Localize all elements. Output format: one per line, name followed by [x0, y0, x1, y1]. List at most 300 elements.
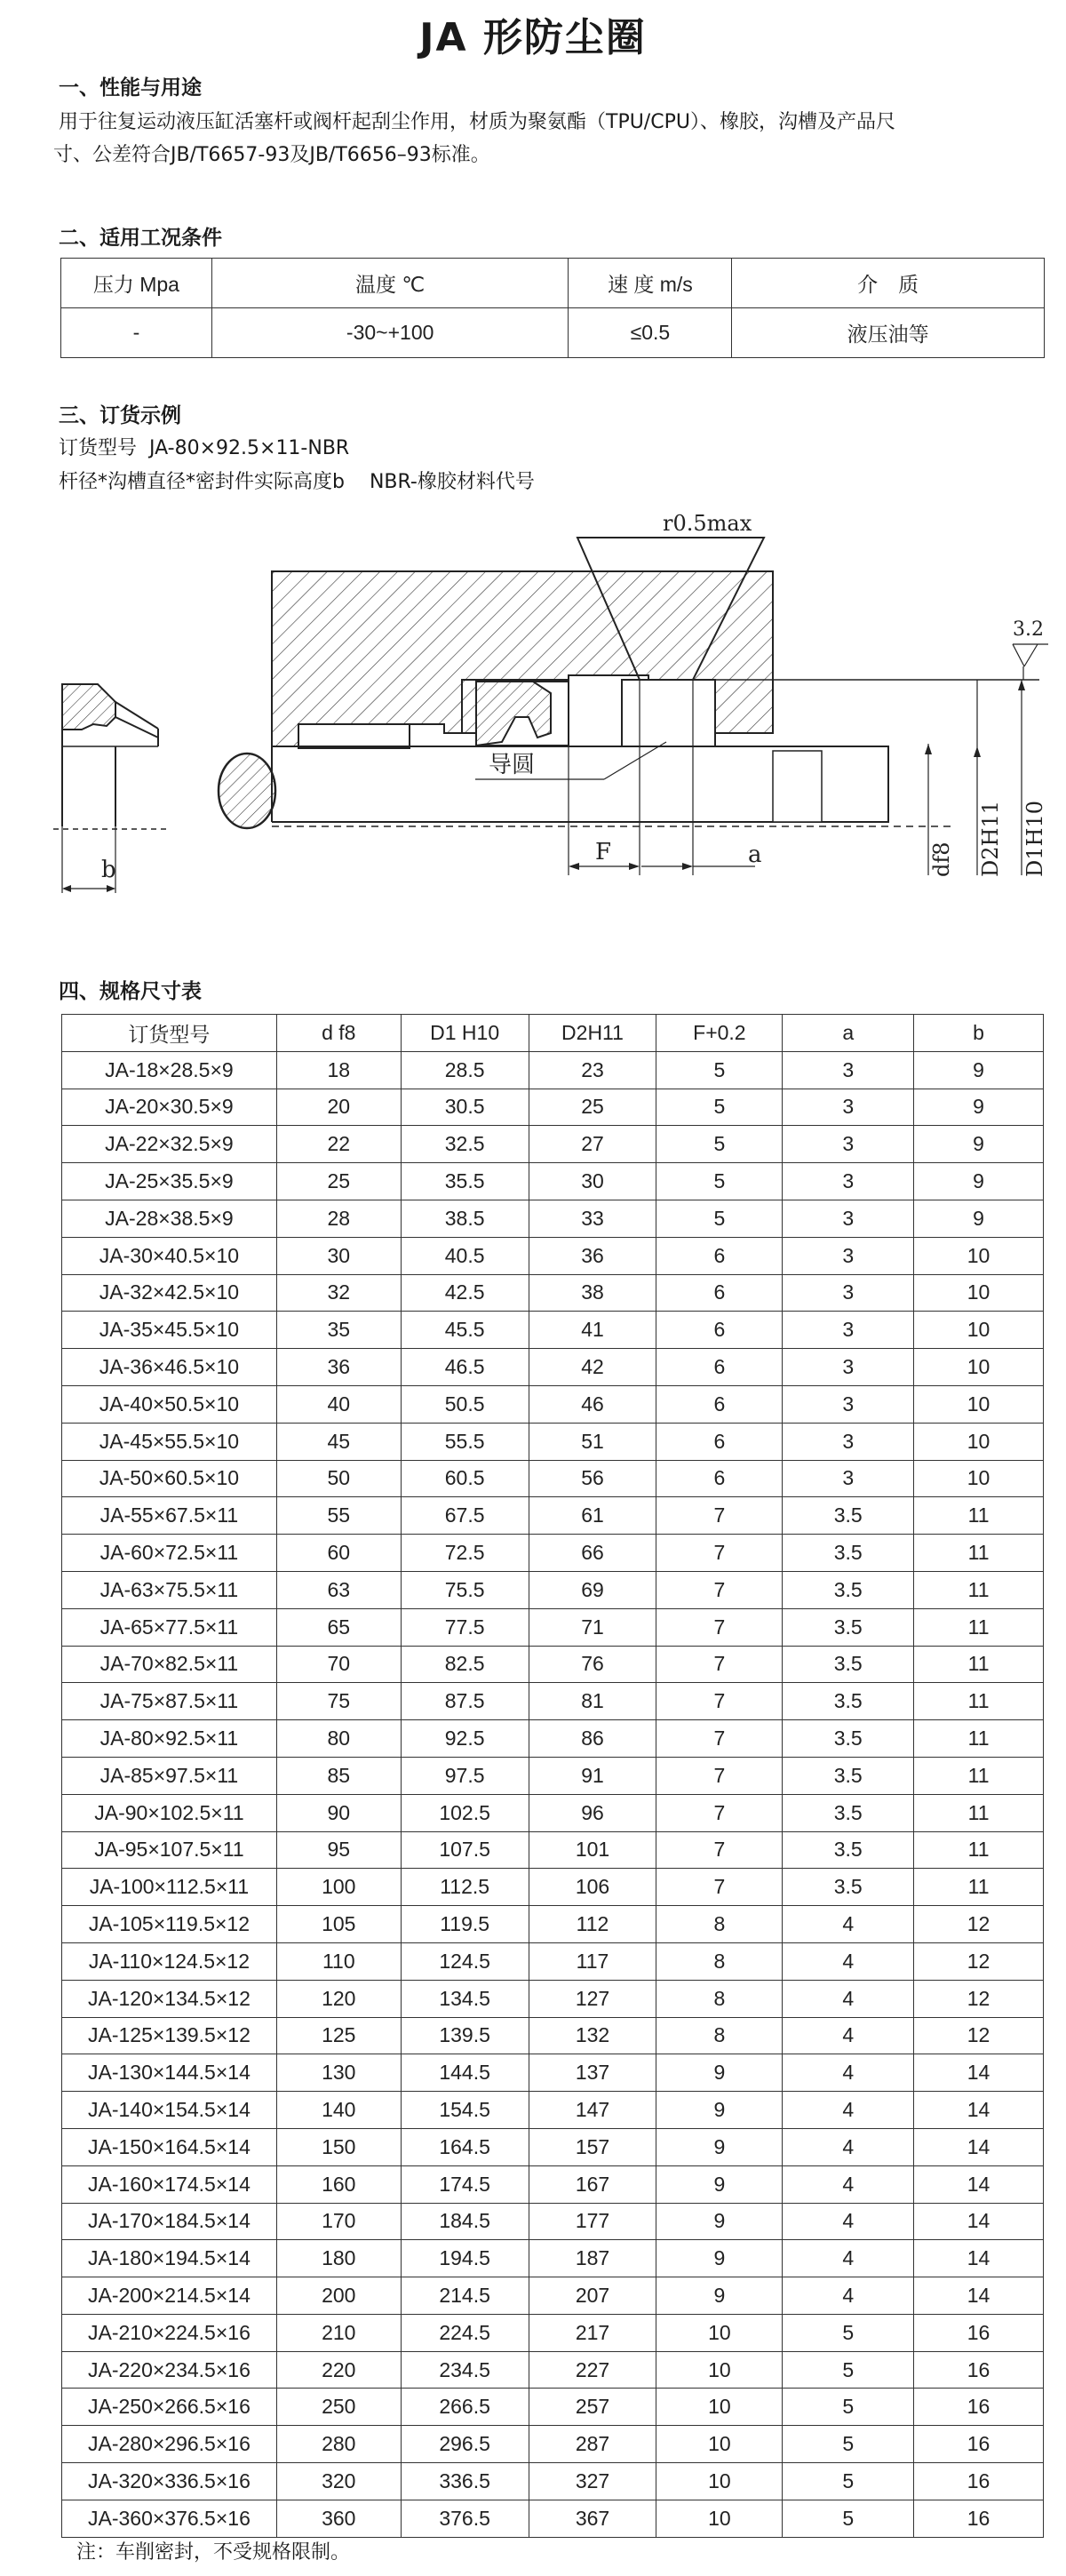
cell-d1-h10: 119.5 — [401, 1906, 529, 1943]
cell-d2-h11: 112 — [529, 1906, 656, 1943]
cell-order-model: JA-130×144.5×14 — [62, 2054, 277, 2092]
cell-a: 4 — [783, 1980, 914, 2017]
performance-text-1: 用于往复运动液压缸活塞杆或阀杆起刮尘作用，材质为聚氨酯（TPU/CPU）、橡胶，沟槽及产品尺 — [59, 111, 895, 133]
cell-a: 3 — [783, 1237, 914, 1274]
cell-a: 4 — [783, 2017, 914, 2054]
cell-d1-h10: 55.5 — [401, 1423, 529, 1460]
cell-f: 7 — [656, 1571, 783, 1608]
cell-f: 6 — [656, 1274, 783, 1312]
cell-a: 3.5 — [783, 1497, 914, 1535]
cell-df8: 110 — [276, 1942, 401, 1980]
cell-df8: 125 — [276, 2017, 401, 2054]
cell-a: 3 — [783, 1274, 914, 1312]
cell-b: 16 — [914, 2314, 1044, 2351]
cell-f: 7 — [656, 1608, 783, 1646]
table-row — [62, 2128, 1044, 2165]
cell-b: 11 — [914, 1831, 1044, 1869]
cell-d2-h11: 66 — [529, 1535, 656, 1572]
cell-d2-h11: 27 — [529, 1126, 656, 1163]
cell-a: 3.5 — [783, 1794, 914, 1831]
cell-df8: 280 — [276, 2426, 401, 2463]
header-pressure: 压力 Mpa — [61, 259, 212, 308]
spec-header-d2-h11: D2H11 — [529, 1015, 656, 1052]
cell-df8: 40 — [276, 1385, 401, 1423]
cell-a: 3 — [783, 1460, 914, 1497]
cell-a: 4 — [783, 2240, 914, 2277]
cell-d1-h10: 35.5 — [401, 1163, 529, 1200]
cell-a: 4 — [783, 2165, 914, 2203]
table-row — [62, 2463, 1044, 2500]
table-row — [62, 2203, 1044, 2240]
cell-d1-h10: 77.5 — [401, 1608, 529, 1646]
cell-df8: 45 — [276, 1423, 401, 1460]
cell-f: 5 — [656, 1126, 783, 1163]
cell-order-model: JA-45×55.5×10 — [62, 1423, 277, 1460]
cell-b: 12 — [914, 2017, 1044, 2054]
cell-d2-h11: 157 — [529, 2128, 656, 2165]
table-row — [62, 1535, 1044, 1572]
spec-header-df8: d f8 — [276, 1015, 401, 1052]
cell-d2-h11: 367 — [529, 2500, 656, 2537]
cell-b: 11 — [914, 1683, 1044, 1720]
table-row — [62, 1794, 1044, 1831]
cell-d1-h10: 107.5 — [401, 1831, 529, 1869]
performance-text-line-1 — [59, 108, 895, 138]
cell-a: 4 — [783, 2203, 914, 2240]
cell-order-model: JA-105×119.5×12 — [62, 1906, 277, 1943]
dim-d2-label: D2H11 — [978, 801, 1003, 877]
table-row — [62, 2426, 1044, 2463]
cell-d1-h10: 46.5 — [401, 1349, 529, 1386]
cell-b: 14 — [914, 2240, 1044, 2277]
cell-a: 3 — [783, 1163, 914, 1200]
value-pressure: - — [61, 308, 212, 358]
cell-f: 9 — [656, 2054, 783, 2092]
dim-diameters — [925, 680, 1047, 877]
cell-b: 10 — [914, 1274, 1044, 1312]
cell-b: 10 — [914, 1460, 1044, 1497]
cell-b: 10 — [914, 1312, 1044, 1349]
cell-df8: 55 — [276, 1497, 401, 1535]
cell-df8: 170 — [276, 2203, 401, 2240]
cell-df8: 100 — [276, 1869, 401, 1906]
cell-f: 8 — [656, 2017, 783, 2054]
table-row — [62, 1942, 1044, 1980]
roughness-mark — [1013, 618, 1048, 680]
cell-a: 3.5 — [783, 1720, 914, 1758]
cell-b: 14 — [914, 2092, 1044, 2129]
section-heading-conditions: 二、适用工况条件 — [59, 227, 222, 250]
spec-header-b: b — [914, 1015, 1044, 1052]
cell-d2-h11: 127 — [529, 1980, 656, 2017]
spec-header-d1-h10: D1 H10 — [401, 1015, 529, 1052]
cell-b: 11 — [914, 1497, 1044, 1535]
cell-f: 8 — [656, 1980, 783, 2017]
table-row — [62, 1237, 1044, 1274]
header-temperature: 温度 ℃ — [211, 259, 569, 308]
cell-order-model: JA-90×102.5×11 — [62, 1794, 277, 1831]
cell-f: 5 — [656, 1051, 783, 1089]
cell-d2-h11: 117 — [529, 1942, 656, 1980]
cell-df8: 18 — [276, 1051, 401, 1089]
housing-block — [272, 571, 1039, 748]
cell-d2-h11: 101 — [529, 1831, 656, 1869]
cell-d2-h11: 30 — [529, 1163, 656, 1200]
cell-f: 5 — [656, 1089, 783, 1126]
seal-cross-section — [53, 684, 169, 893]
cell-b: 11 — [914, 1869, 1044, 1906]
cell-order-model: JA-70×82.5×11 — [62, 1646, 277, 1683]
header-medium: 介 质 — [732, 259, 1045, 308]
cell-d2-h11: 51 — [529, 1423, 656, 1460]
cell-a: 3 — [783, 1051, 914, 1089]
table-row — [62, 1423, 1044, 1460]
rod — [219, 746, 951, 828]
cell-df8: 80 — [276, 1720, 401, 1758]
cell-f: 9 — [656, 2240, 783, 2277]
cell-d2-h11: 41 — [529, 1312, 656, 1349]
cell-df8: 75 — [276, 1683, 401, 1720]
spec-header-row — [62, 1015, 1044, 1052]
cell-d2-h11: 106 — [529, 1869, 656, 1906]
cell-order-model: JA-200×214.5×14 — [62, 2277, 277, 2315]
cell-d2-h11: 137 — [529, 2054, 656, 2092]
table-row — [62, 1608, 1044, 1646]
dim-d1-label: D1H10 — [1022, 801, 1047, 877]
cell-f: 6 — [656, 1349, 783, 1386]
cell-f: 8 — [656, 1906, 783, 1943]
cell-df8: 65 — [276, 1608, 401, 1646]
table-row — [62, 1869, 1044, 1906]
cell-df8: 220 — [276, 2351, 401, 2389]
cell-b: 11 — [914, 1757, 1044, 1794]
cell-order-model: JA-30×40.5×10 — [62, 1237, 277, 1274]
radius-label: r0.5max — [663, 511, 752, 536]
cell-a: 3.5 — [783, 1608, 914, 1646]
cell-d1-h10: 112.5 — [401, 1869, 529, 1906]
cell-d2-h11: 81 — [529, 1683, 656, 1720]
cell-order-model: JA-140×154.5×14 — [62, 2092, 277, 2129]
cell-d1-h10: 32.5 — [401, 1126, 529, 1163]
cell-a: 5 — [783, 2500, 914, 2537]
cell-order-model: JA-100×112.5×11 — [62, 1869, 277, 1906]
cell-d2-h11: 23 — [529, 1051, 656, 1089]
table-row — [62, 1051, 1044, 1089]
cell-d1-h10: 72.5 — [401, 1535, 529, 1572]
cell-order-model: JA-120×134.5×12 — [62, 1980, 277, 2017]
cell-df8: 25 — [276, 1163, 401, 1200]
cell-order-model: JA-110×124.5×12 — [62, 1942, 277, 1980]
cell-f: 6 — [656, 1460, 783, 1497]
cell-a: 4 — [783, 2054, 914, 2092]
spec-header-a: a — [783, 1015, 914, 1052]
table-row — [62, 2500, 1044, 2537]
cell-f: 6 — [656, 1423, 783, 1460]
cell-b: 11 — [914, 1794, 1044, 1831]
cell-d1-h10: 87.5 — [401, 1683, 529, 1720]
cell-d1-h10: 60.5 — [401, 1460, 529, 1497]
cell-f: 7 — [656, 1535, 783, 1572]
table-row — [62, 1200, 1044, 1237]
cell-d2-h11: 86 — [529, 1720, 656, 1758]
cell-order-model: JA-18×28.5×9 — [62, 1051, 277, 1089]
cell-a: 3 — [783, 1126, 914, 1163]
cell-df8: 30 — [276, 1237, 401, 1274]
cell-order-model: JA-32×42.5×10 — [62, 1274, 277, 1312]
cell-d1-h10: 38.5 — [401, 1200, 529, 1237]
cell-d1-h10: 336.5 — [401, 2463, 529, 2500]
cell-d1-h10: 134.5 — [401, 1980, 529, 2017]
cell-a: 3.5 — [783, 1571, 914, 1608]
cell-d2-h11: 46 — [529, 1385, 656, 1423]
cell-d1-h10: 124.5 — [401, 1942, 529, 1980]
cell-order-model: JA-25×35.5×9 — [62, 1163, 277, 1200]
cell-a: 4 — [783, 1942, 914, 1980]
cell-b: 9 — [914, 1200, 1044, 1237]
cell-f: 7 — [656, 1497, 783, 1535]
cell-b: 16 — [914, 2463, 1044, 2500]
cell-f: 7 — [656, 1757, 783, 1794]
cell-a: 3.5 — [783, 1646, 914, 1683]
cell-f: 10 — [656, 2314, 783, 2351]
value-speed: ≤0.5 — [569, 308, 732, 358]
cell-a: 4 — [783, 1906, 914, 1943]
cell-b: 10 — [914, 1423, 1044, 1460]
cell-f: 5 — [656, 1163, 783, 1200]
cell-b: 12 — [914, 1980, 1044, 2017]
cell-a: 3.5 — [783, 1535, 914, 1572]
cell-df8: 60 — [276, 1535, 401, 1572]
section-heading-spec: 四、规格尺寸表 — [59, 980, 202, 1003]
cell-f: 6 — [656, 1385, 783, 1423]
cell-d1-h10: 82.5 — [401, 1646, 529, 1683]
cell-order-model: JA-160×174.5×14 — [62, 2165, 277, 2203]
table-row — [62, 1831, 1044, 1869]
table-row — [62, 1089, 1044, 1126]
cell-f: 7 — [656, 1720, 783, 1758]
cell-f: 7 — [656, 1794, 783, 1831]
table-row — [62, 2017, 1044, 2054]
cell-order-model: JA-150×164.5×14 — [62, 2128, 277, 2165]
dim-f-a — [569, 746, 762, 875]
cell-order-model: JA-50×60.5×10 — [62, 1460, 277, 1497]
section-heading-performance: 一、性能与用途 — [59, 76, 202, 100]
cell-d2-h11: 207 — [529, 2277, 656, 2315]
cell-d2-h11: 56 — [529, 1460, 656, 1497]
cell-df8: 22 — [276, 1126, 401, 1163]
cell-df8: 28 — [276, 1200, 401, 1237]
guide-round-label: 导圆 — [489, 752, 536, 778]
dim-a-label: a — [748, 841, 762, 868]
cell-f: 6 — [656, 1237, 783, 1274]
cell-order-model: JA-220×234.5×16 — [62, 2351, 277, 2389]
dim-f-label: F — [595, 839, 612, 865]
cell-df8: 200 — [276, 2277, 401, 2315]
cell-order-model: JA-60×72.5×11 — [62, 1535, 277, 1572]
cell-df8: 70 — [276, 1646, 401, 1683]
cell-b: 14 — [914, 2054, 1044, 2092]
cell-df8: 130 — [276, 2054, 401, 2092]
cell-df8: 32 — [276, 1274, 401, 1312]
guide-round-callout — [475, 742, 666, 779]
cell-d1-h10: 234.5 — [401, 2351, 529, 2389]
cell-a: 4 — [783, 2277, 914, 2315]
cell-d1-h10: 184.5 — [401, 2203, 529, 2240]
cell-b: 11 — [914, 1646, 1044, 1683]
cell-d2-h11: 187 — [529, 2240, 656, 2277]
table-row — [62, 1460, 1044, 1497]
cell-df8: 150 — [276, 2128, 401, 2165]
cell-d1-h10: 45.5 — [401, 1312, 529, 1349]
page-title: JA 形防尘圈 — [419, 15, 647, 60]
cell-d1-h10: 28.5 — [401, 1051, 529, 1089]
cell-a: 5 — [783, 2351, 914, 2389]
cell-d2-h11: 36 — [529, 1237, 656, 1274]
cell-d1-h10: 174.5 — [401, 2165, 529, 2203]
cell-f: 9 — [656, 2128, 783, 2165]
spec-table — [61, 1014, 1044, 2538]
cell-f: 9 — [656, 2092, 783, 2129]
seal-groove-drawing — [53, 511, 1048, 929]
table-row — [62, 1571, 1044, 1608]
cell-d1-h10: 214.5 — [401, 2277, 529, 2315]
cell-b: 16 — [914, 2351, 1044, 2389]
cell-a: 3.5 — [783, 1683, 914, 1720]
cell-d1-h10: 92.5 — [401, 1720, 529, 1758]
table-row — [62, 2240, 1044, 2277]
cell-a: 3.5 — [783, 1831, 914, 1869]
cell-f: 9 — [656, 2203, 783, 2240]
order-example-explanation: 杆径*沟槽直径*密封件实际高度b NBR-橡胶材料代号 — [59, 471, 535, 493]
cell-b: 12 — [914, 1942, 1044, 1980]
cell-b: 16 — [914, 2389, 1044, 2426]
table-row — [62, 2314, 1044, 2351]
cell-d2-h11: 132 — [529, 2017, 656, 2054]
cell-f: 5 — [656, 1200, 783, 1237]
cell-a: 3 — [783, 1423, 914, 1460]
conditions-value-row — [61, 308, 1045, 358]
table-row — [62, 1683, 1044, 1720]
cell-order-model: JA-36×46.5×10 — [62, 1349, 277, 1386]
cell-order-model: JA-55×67.5×11 — [62, 1497, 277, 1535]
cell-d1-h10: 224.5 — [401, 2314, 529, 2351]
cell-order-model: JA-125×139.5×12 — [62, 2017, 277, 2054]
cell-f: 7 — [656, 1869, 783, 1906]
cell-d2-h11: 71 — [529, 1608, 656, 1646]
spec-header-f: F+0.2 — [656, 1015, 783, 1052]
cell-f: 10 — [656, 2463, 783, 2500]
cell-d2-h11: 61 — [529, 1497, 656, 1535]
cell-df8: 90 — [276, 1794, 401, 1831]
table-row — [62, 1720, 1044, 1758]
table-row — [62, 1497, 1044, 1535]
cell-a: 4 — [783, 2092, 914, 2129]
table-row — [62, 1349, 1044, 1386]
cell-d2-h11: 69 — [529, 1571, 656, 1608]
cell-d1-h10: 30.5 — [401, 1089, 529, 1126]
cell-d2-h11: 167 — [529, 2165, 656, 2203]
performance-text-2: 寸、公差符合JB/T6657-93及JB/T6656–93标准。 — [53, 144, 490, 166]
cell-f: 8 — [656, 1942, 783, 1980]
cell-order-model: JA-63×75.5×11 — [62, 1571, 277, 1608]
spec-header-order-model: 订货型号 — [62, 1015, 277, 1052]
cell-b: 16 — [914, 2500, 1044, 2537]
cell-b: 14 — [914, 2165, 1044, 2203]
cell-order-model: JA-180×194.5×14 — [62, 2240, 277, 2277]
cell-order-model: JA-210×224.5×16 — [62, 2314, 277, 2351]
conditions-header-row — [61, 259, 1045, 308]
cell-order-model: JA-28×38.5×9 — [62, 1200, 277, 1237]
cell-order-model: JA-20×30.5×9 — [62, 1089, 277, 1126]
cell-b: 9 — [914, 1051, 1044, 1089]
cell-order-model: JA-360×376.5×16 — [62, 2500, 277, 2537]
table-row — [62, 2092, 1044, 2129]
table-row — [62, 1312, 1044, 1349]
table-row — [62, 1274, 1044, 1312]
cell-d1-h10: 67.5 — [401, 1497, 529, 1535]
cell-df8: 120 — [276, 1980, 401, 2017]
cell-df8: 50 — [276, 1460, 401, 1497]
table-row — [62, 2389, 1044, 2426]
cell-b: 10 — [914, 1385, 1044, 1423]
cell-f: 10 — [656, 2500, 783, 2537]
table-row — [62, 1980, 1044, 2017]
cell-f: 9 — [656, 2165, 783, 2203]
cell-d1-h10: 102.5 — [401, 1794, 529, 1831]
cell-a: 4 — [783, 2128, 914, 2165]
cell-b: 11 — [914, 1720, 1044, 1758]
cell-f: 9 — [656, 2277, 783, 2315]
cell-order-model: JA-170×184.5×14 — [62, 2203, 277, 2240]
cell-a: 5 — [783, 2463, 914, 2500]
cell-d1-h10: 97.5 — [401, 1757, 529, 1794]
cell-a: 3 — [783, 1200, 914, 1237]
dim-b-label: b — [101, 857, 116, 883]
cell-b: 12 — [914, 1906, 1044, 1943]
cell-d2-h11: 257 — [529, 2389, 656, 2426]
cell-df8: 140 — [276, 2092, 401, 2129]
cell-d2-h11: 227 — [529, 2351, 656, 2389]
roughness-label: 3.2 — [1013, 618, 1044, 641]
cell-b: 10 — [914, 1237, 1044, 1274]
footnote: 注：车削密封，不受规格限制。 — [76, 2541, 351, 2564]
cell-b: 9 — [914, 1126, 1044, 1163]
cell-df8: 63 — [276, 1571, 401, 1608]
cell-d2-h11: 76 — [529, 1646, 656, 1683]
cell-order-model: JA-80×92.5×11 — [62, 1720, 277, 1758]
cell-a: 5 — [783, 2389, 914, 2426]
cell-df8: 320 — [276, 2463, 401, 2500]
cell-d1-h10: 164.5 — [401, 2128, 529, 2165]
cell-d1-h10: 376.5 — [401, 2500, 529, 2537]
cell-f: 10 — [656, 2426, 783, 2463]
cell-df8: 105 — [276, 1906, 401, 1943]
cell-df8: 95 — [276, 1831, 401, 1869]
cell-d2-h11: 96 — [529, 1794, 656, 1831]
cell-f: 6 — [656, 1312, 783, 1349]
table-row — [62, 1906, 1044, 1943]
cell-b: 14 — [914, 2277, 1044, 2315]
cell-df8: 210 — [276, 2314, 401, 2351]
value-temperature: -30~+100 — [211, 308, 569, 358]
cell-df8: 250 — [276, 2389, 401, 2426]
cell-df8: 35 — [276, 1312, 401, 1349]
cell-b: 16 — [914, 2426, 1044, 2463]
cell-d1-h10: 139.5 — [401, 2017, 529, 2054]
cell-order-model: JA-280×296.5×16 — [62, 2426, 277, 2463]
table-row — [62, 2165, 1044, 2203]
rod-section — [219, 754, 275, 828]
